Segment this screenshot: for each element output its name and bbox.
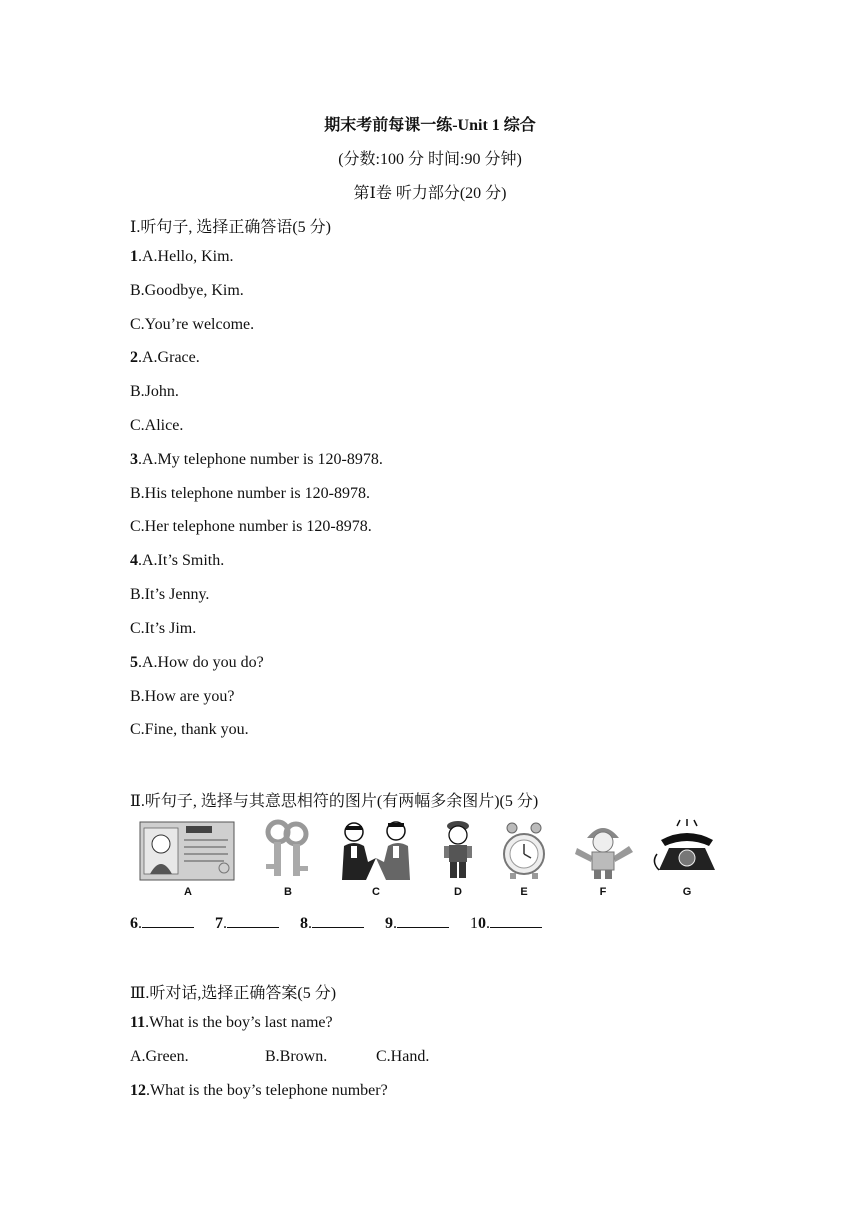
telephone-icon: [647, 818, 727, 882]
picture-label: G: [682, 886, 692, 898]
picture-label: F: [599, 886, 607, 898]
question-number: 4: [130, 552, 138, 569]
question-11-option-c: C.Hand.: [376, 1048, 430, 1065]
question-number: 5: [130, 654, 138, 671]
answer-blank-7[interactable]: 7.: [215, 913, 279, 933]
picture-label: E: [520, 886, 528, 898]
answer-blanks: [130, 913, 559, 933]
question-number: 2: [130, 349, 138, 366]
question-4-option-a: 4.A.It’s Smith.: [130, 552, 225, 569]
question-1-option-b: B.Goodbye, Kim.: [130, 282, 244, 299]
question-number: 3: [130, 451, 138, 468]
question-11-options: [130, 1048, 429, 1066]
question-2-option-b: B.John.: [130, 383, 179, 400]
section3-heading: Ⅲ.听对话,选择正确答案(5 分): [130, 985, 337, 1002]
answer-blank-6[interactable]: 6.: [130, 913, 194, 933]
question-1-option-a: 1.A.Hello, Kim.: [130, 248, 234, 265]
picture-a: [138, 818, 238, 904]
question-11-option-b: B.Brown.: [265, 1048, 328, 1065]
question-1-option-c: C.You’re welcome.: [130, 316, 255, 333]
answer-blank-9[interactable]: 9.: [385, 913, 449, 933]
picture-f: [563, 818, 643, 904]
question-11: 11.What is the boy’s last name?: [130, 1014, 333, 1031]
picture-g: [647, 818, 727, 904]
answer-blank-8[interactable]: 8.: [300, 913, 364, 933]
question-3-option-c: C.Her telephone number is 120-8978.: [130, 518, 372, 535]
exam-meta: (分数:100 分 时间:90 分钟): [338, 151, 522, 168]
picture-label: C: [372, 886, 380, 898]
handshake-icon: [336, 818, 416, 882]
question-number: 11: [130, 1014, 146, 1031]
question-number: 1: [130, 248, 138, 265]
picture-b: [248, 818, 328, 904]
waving-child-icon: [563, 818, 643, 882]
question-5-option-a: 5.A.How do you do?: [130, 654, 264, 671]
answer-blank-10[interactable]: 10.: [470, 913, 542, 933]
picture-label: D: [454, 886, 462, 898]
question-3-option-b: B.His telephone number is 120-8978.: [130, 485, 370, 502]
question-2-option-c: C.Alice.: [130, 417, 184, 434]
picture-c: [336, 818, 416, 904]
question-4-option-c: C.It’s Jim.: [130, 620, 197, 637]
keys-icon: [248, 818, 328, 882]
question-4-option-b: B.It’s Jenny.: [130, 586, 210, 603]
picture-label: A: [184, 886, 192, 898]
picture-e: [484, 818, 564, 904]
section1-heading: Ⅰ.听句子, 选择正确答语(5 分): [130, 219, 331, 236]
question-5-option-c: C.Fine, thank you.: [130, 721, 249, 738]
picture-row: [138, 818, 728, 904]
picture-label: B: [284, 886, 292, 898]
section2-heading: Ⅱ.听句子, 选择与其意思相符的图片(有两幅多余图片)(5 分): [130, 793, 539, 810]
question-2-option-a: 2.A.Grace.: [130, 349, 200, 366]
question-3-option-a: 3.A.My telephone number is 120-8978.: [130, 451, 383, 468]
question-12: 12.What is the boy’s telephone number?: [130, 1082, 388, 1099]
question-11-option-a: A.Green.: [130, 1048, 189, 1065]
part-heading: 第Ⅰ卷 听力部分(20 分): [353, 185, 507, 202]
question-5-option-b: B.How are you?: [130, 688, 235, 705]
id-card-icon: [138, 818, 238, 882]
question-number: 12: [130, 1082, 146, 1099]
alarm-clock-icon: [484, 818, 564, 882]
exam-title: 期末考前每课一练-Unit 1 综合: [324, 117, 536, 134]
